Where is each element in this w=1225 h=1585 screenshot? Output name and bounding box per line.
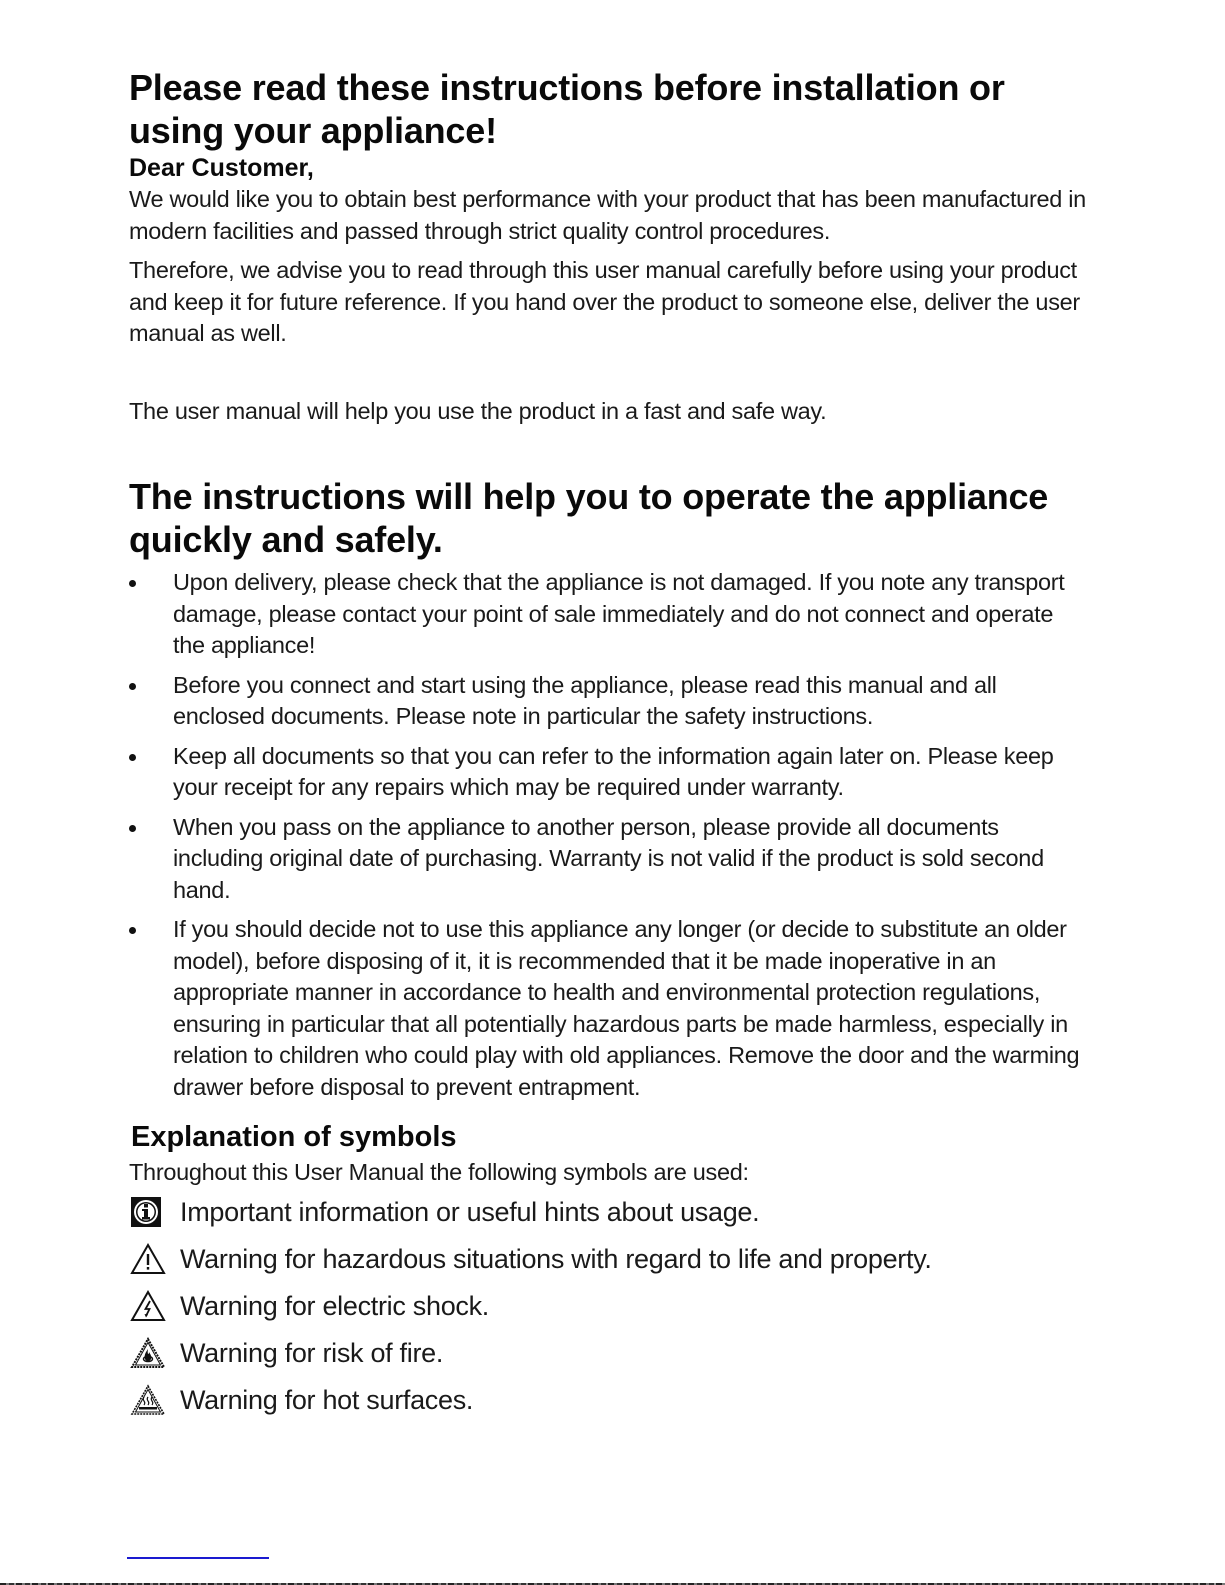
- footer-rule: [127, 1557, 269, 1559]
- list-item-text: Before you connect and start using the appliance, please read this manual and all enclosed documents. Please note in particular the safety instructions.: [173, 671, 997, 729]
- bullet-icon: [129, 580, 136, 587]
- symbol-label: Warning for risk of fire.: [180, 1337, 444, 1368]
- instructions-list: [129, 567, 1089, 1103]
- list-item-text: Upon delivery, please check that the appliance is not damaged. If you note any transport damage, please contact your point of sale immediately and do not connect and operate the appliance!: [173, 569, 1065, 658]
- symbols-title: Explanation of symbols: [131, 1121, 457, 1153]
- list-item: [129, 914, 1089, 1103]
- list-item-text: If you should decide not to use this appliance any longer (or decide to substitute an older model), before disposing of it, it is recommended that it be made inoperative in an appropriate manner in accordance to health and environmental protection regulations, ensuring in particular that all potentially hazardous parts be made harmless, especially in relation to children who could play with old appliances. Remove the door and the warming drawer before disposal to prevent entrapment.: [173, 916, 1080, 1100]
- symbol-row-fire: [129, 1330, 1089, 1377]
- intro-paragraph-1: We would like you to obtain best performance with your product that has been manufactured in modern facilities and passed through strict quality control procedures.: [129, 186, 1086, 244]
- list-item: [129, 741, 1089, 804]
- symbol-label: Warning for electric shock.: [180, 1290, 490, 1321]
- bullet-icon: [129, 927, 136, 934]
- symbol-row-hot-surface: [129, 1377, 1089, 1424]
- fire-icon: [130, 1335, 174, 1371]
- list-item-text: Keep all documents so that you can refer to the information again later on. Please keep your receipt for any repairs which may be required under warranty.: [173, 742, 1054, 800]
- warning-icon: [130, 1241, 174, 1277]
- symbol-label: Important information or useful hints about usage.: [180, 1196, 760, 1227]
- page-title: Please read these instructions before installation or using your appliance!: [129, 67, 1005, 151]
- bullet-icon: [129, 825, 136, 832]
- hot-surface-icon: [130, 1382, 174, 1418]
- intro-paragraph-2: Therefore, we advise you to read through this user manual carefully before using your product and keep it for future reference. If you hand over the product to someone else, deliver the user manual as well.: [129, 257, 1080, 346]
- symbols-intro: Throughout this User Manual the following symbols are used:: [129, 1159, 749, 1185]
- bullet-icon: [129, 754, 136, 761]
- list-item: [129, 670, 1089, 733]
- electric-shock-icon: [130, 1288, 174, 1324]
- bullet-icon: [129, 683, 136, 690]
- section-heading: The instructions will help you to operate the appliance quickly and safely.: [129, 476, 1049, 560]
- intro-paragraph-3: The user manual will help you use the product in a fast and safe way.: [129, 397, 827, 424]
- greeting: Dear Customer,: [129, 154, 314, 182]
- info-icon: [130, 1194, 174, 1230]
- manual-page: [129, 66, 1089, 1424]
- spacer: [129, 350, 1089, 396]
- list-item: [129, 567, 1089, 662]
- symbol-label: Warning for hazardous situations with regard to life and property.: [180, 1243, 932, 1274]
- symbol-row-warning: [129, 1236, 1089, 1283]
- list-item: [129, 812, 1089, 907]
- symbol-label: Warning for hot surfaces.: [180, 1384, 474, 1415]
- symbol-row-info: [129, 1189, 1089, 1236]
- list-item-text: When you pass on the appliance to another person, please provide all documents including original date of purchasing. Warranty is not valid if the product is sold second hand.: [173, 813, 1044, 903]
- symbol-row-electric: [129, 1283, 1089, 1330]
